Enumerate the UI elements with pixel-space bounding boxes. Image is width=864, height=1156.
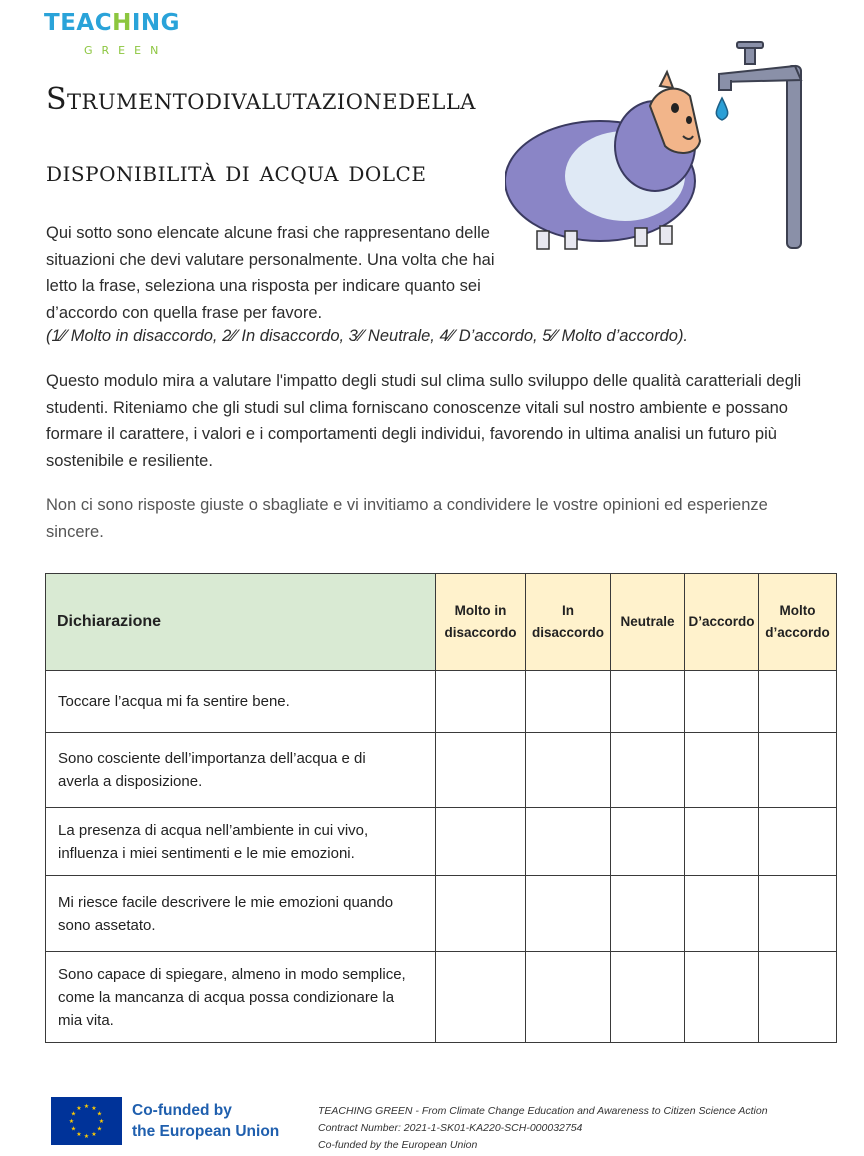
response-cell-5[interactable]: [759, 876, 837, 952]
logo-subtitle: GREEN: [84, 44, 168, 57]
response-cell-5[interactable]: [759, 808, 837, 876]
svg-text:★: ★: [91, 1105, 97, 1112]
logo-wordmark: TEACHING: [44, 10, 181, 36]
statement-text: La presenza di acqua nell’ambiente in cui vivo, influenza i miei sentimenti e le mie emozioni.: [46, 808, 436, 876]
response-cell-3[interactable]: [611, 671, 685, 733]
eu-cofunded-label: Co-funded by the European Union: [132, 1102, 280, 1140]
option-header-strongly-disagree: Molto in disaccordo: [436, 574, 526, 671]
svg-text:★: ★: [70, 1110, 77, 1118]
statement-text: Sono capace di spiegare, almeno in modo semplice, come la mancanza di acqua possa condizionare la mia vita.: [46, 952, 436, 1043]
statement-column-header: Dichiarazione: [46, 574, 436, 671]
option-header-agree: D’accordo: [685, 574, 759, 671]
response-cell-5[interactable]: [759, 671, 837, 733]
faucet-icon: [719, 42, 801, 248]
response-cell-4[interactable]: [685, 876, 759, 952]
footer-project-info: TEACHING GREEN - From Climate Change Education and Awareness to Citizen Science Action Contract Number: 2021-1-SK01-KA220-SCH-000032754 Co-funded by the European Union: [318, 1105, 768, 1151]
intro-paragraph: Qui sotto sono elencate alcune frasi che rappresentano delle situazioni che devi valutare personalmente. Una volta che hai letto la frase, seleziona una risposta per indicare quanto sei d’accordo con quella frase per favore.: [46, 224, 495, 322]
table-header-row: [46, 574, 837, 671]
response-cell-4[interactable]: [685, 671, 759, 733]
response-cell-2[interactable]: [526, 952, 611, 1043]
response-cell-3[interactable]: [611, 733, 685, 808]
svg-text:★: ★: [96, 1110, 103, 1118]
purpose-paragraph: Questo modulo mira a valutare l'impatto degli studi sul clima sullo sviluppo delle qualità caratteriali degli studenti. Riteniamo che gli studi sul clima forniscano conoscenze vitali sul nostro ambiente e possano formare il carattere, i valori e i comportamenti degli individui, favorendo in ultima analisi un futuro più sostenibile e resiliente.: [46, 372, 802, 470]
response-cell-3[interactable]: [611, 876, 685, 952]
teaching-green-logo: [44, 10, 214, 62]
statement-text: Sono cosciente dell’importanza dell’acqua e di averla a disposizione.: [46, 733, 436, 808]
statement-text: Toccare l’acqua mi fa sentire bene.: [46, 671, 436, 733]
response-cell-2[interactable]: [526, 808, 611, 876]
page-title-line1: Strumento di valutazione della: [46, 82, 476, 117]
statement-text: Mi riesce facile descrivere le mie emozioni quando sono assetato.: [46, 876, 436, 952]
survey-table: [45, 573, 837, 1043]
response-cell-5[interactable]: [759, 952, 837, 1043]
response-cell-1[interactable]: [436, 671, 526, 733]
instructions-paragraph: Non ci sono risposte giuste o sbagliate e vi invitiamo a condividere le vostre opinioni ed esperienze sincere.: [46, 496, 768, 541]
svg-text:★: ★: [83, 1133, 90, 1140]
response-cell-4[interactable]: [685, 808, 759, 876]
water-drop-icon: [716, 98, 727, 120]
option-header-strongly-agree: Molto d’accordo: [759, 574, 837, 671]
svg-text:★: ★: [76, 1131, 82, 1138]
table-row: [46, 952, 837, 1043]
response-cell-4[interactable]: [685, 952, 759, 1043]
sheep-icon: [505, 72, 700, 249]
svg-text:★: ★: [70, 1125, 77, 1133]
svg-text:★: ★: [91, 1131, 97, 1138]
response-cell-4[interactable]: [685, 733, 759, 808]
svg-text:★: ★: [96, 1125, 103, 1133]
sheep-faucet-illustration: [505, 36, 815, 256]
table-row: [46, 876, 837, 952]
response-cell-3[interactable]: [611, 952, 685, 1043]
table-row: [46, 733, 837, 808]
response-cell-1[interactable]: [436, 808, 526, 876]
option-header-neutral: Neutrale: [611, 574, 685, 671]
svg-text:★: ★: [98, 1118, 105, 1125]
page-title-line2: disponibilità di acqua dolce: [46, 155, 427, 188]
eu-flag-icon: [51, 1097, 122, 1145]
response-cell-5[interactable]: [759, 733, 837, 808]
response-cell-1[interactable]: [436, 733, 526, 808]
response-cell-3[interactable]: [611, 808, 685, 876]
svg-text:★: ★: [68, 1118, 75, 1125]
option-header-disagree: In disaccordo: [526, 574, 611, 671]
response-cell-2[interactable]: [526, 876, 611, 952]
rating-scale-legend: (1⁄⁄ Molto in disaccordo, 2⁄⁄ In disaccordo, 3⁄⁄ Neutrale, 4⁄⁄ D’accordo, 5⁄⁄ Molto d’accordo).: [46, 327, 689, 345]
svg-text:★: ★: [83, 1103, 90, 1110]
table-row: [46, 671, 837, 733]
svg-text:★: ★: [76, 1105, 82, 1112]
response-cell-2[interactable]: [526, 671, 611, 733]
response-cell-2[interactable]: [526, 733, 611, 808]
response-cell-1[interactable]: [436, 952, 526, 1043]
response-cell-1[interactable]: [436, 876, 526, 952]
table-row: [46, 808, 837, 876]
